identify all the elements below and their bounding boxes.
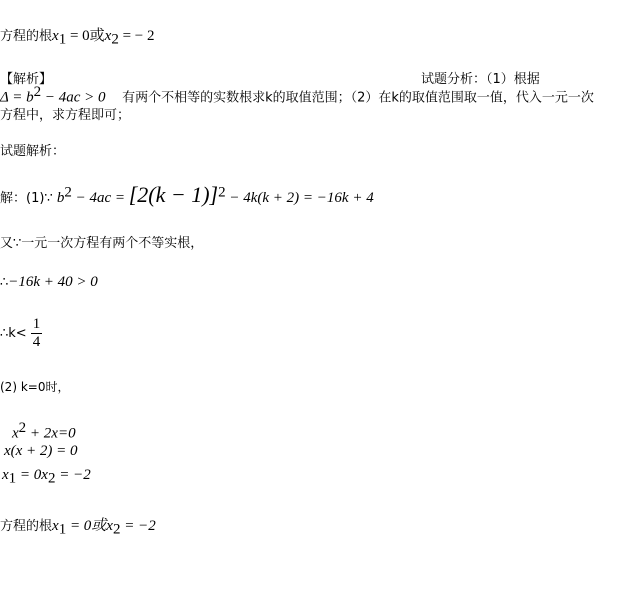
analysis-line3: 方程中，求方程即可； xyxy=(0,108,131,123)
top-eq2: = − 2 xyxy=(118,28,155,44)
step1-label: 解：(1)∵ xyxy=(0,191,53,206)
step1-bracket: [2(k − 1)] xyxy=(128,182,219,207)
eq-c-mid: = 0x xyxy=(16,467,48,483)
step1-rest: − 4k(k + 2) = −16k + 4 xyxy=(225,190,374,206)
step3-math: −16k + 40 > 0 xyxy=(8,274,98,290)
step4-den: 4 xyxy=(32,334,41,350)
top-x1: x xyxy=(52,28,59,44)
top-eq1: = 0或 xyxy=(66,28,105,44)
final-eq1: = 0或x xyxy=(66,518,113,534)
solution-step1 xyxy=(0,182,374,208)
analysis-line2-text: 有两个不相等的实数根求k的取值范围；（2）在k的取值范围取一值，代入一元一次 xyxy=(122,90,594,106)
equation-a xyxy=(12,420,76,442)
eq-c-sub2: 2 xyxy=(47,470,56,487)
eq-c-sub1: 1 xyxy=(8,470,17,487)
analysis-line2 xyxy=(0,84,594,106)
equation-b xyxy=(4,443,78,460)
step1-sup2: 2 xyxy=(218,184,226,201)
step4-prefix: ∴k< xyxy=(0,326,27,341)
analysis-math-a: Δ = b xyxy=(0,89,34,106)
eq-c-x1: x xyxy=(2,467,9,483)
top-x2: x xyxy=(104,28,112,44)
eq-a-rest: + 2x=0 xyxy=(26,425,76,442)
step1-mid: − 4ac = xyxy=(71,190,129,206)
analysis-math-sup: 2 xyxy=(33,84,42,100)
analysis-right-label: 试题分析：（1）根据 xyxy=(421,72,540,87)
step1-b: b xyxy=(56,190,65,206)
final-sub1: 1 xyxy=(58,521,67,538)
solution-step4 xyxy=(0,316,42,351)
step4-num: 1 xyxy=(32,316,41,332)
top-x2-sub: 2 xyxy=(111,31,119,48)
analysis-label: 【解析】 xyxy=(0,72,53,87)
final-x1: x xyxy=(52,518,59,534)
equation-c xyxy=(2,467,91,488)
top-answer xyxy=(0,24,155,49)
solution-step5: (2) k=0时， xyxy=(0,380,70,394)
eq-b: x(x + 2) = 0 xyxy=(4,443,78,459)
solution-heading: 试题解析： xyxy=(0,144,66,159)
solution-step2: 又∵一元一次方程有两个不等实根， xyxy=(0,236,204,251)
final-prefix: 方程的根 xyxy=(0,519,53,534)
eq-c-end: = −2 xyxy=(55,467,91,483)
analysis-math-b: − 4ac > 0 xyxy=(41,89,106,106)
solution-step3 xyxy=(0,274,98,291)
step4-fraction xyxy=(31,316,43,351)
eq-a-sup: 2 xyxy=(18,420,27,436)
step1-sup: 2 xyxy=(64,184,72,201)
step3-prefix: ∴ xyxy=(0,275,9,290)
top-answer-prefix: 方程的根 xyxy=(0,29,53,44)
final-sub2: 2 xyxy=(112,521,121,538)
final-answer xyxy=(0,514,156,539)
eq-a-x: x xyxy=(12,425,19,442)
final-eq2: = −2 xyxy=(120,518,156,534)
top-x1-sub: 1 xyxy=(58,31,67,48)
